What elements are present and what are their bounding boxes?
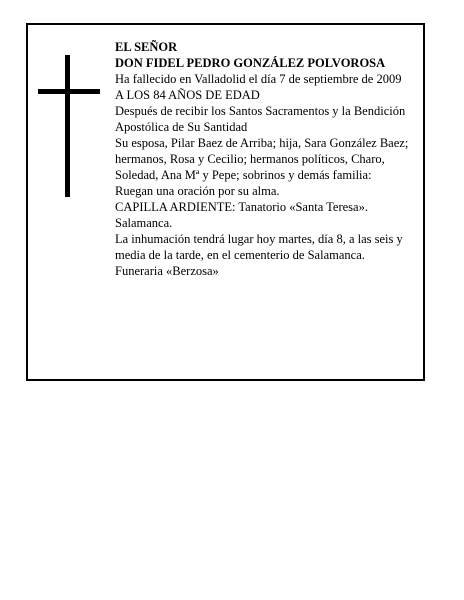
death-info: Ha fallecido en Valladolid el día 7 de septiembre de 2009 — [115, 72, 402, 86]
deceased-name: DON FIDEL PEDRO GONZÁLEZ POLVOROSA — [115, 56, 386, 70]
funeral-home-line: Funeraria «Berzosa» — [115, 264, 219, 278]
sacraments-line: Después de recibir los Santos Sacramentos y la Bendición Apostólica de Su Santidad — [115, 104, 406, 134]
cross-horizontal-bar — [38, 89, 100, 94]
family-line: Su esposa, Pilar Baez de Arriba; hija, Sara González Baez; hermanos, Rosa y Cecilio; hermanos políticos, Charo, Soledad, Ana Mª y Pepe; sobrinos y demás familia: — [115, 136, 409, 182]
burial-line: La inhumación tendrá lugar hoy martes, día 8, a las seis y media de la tarde, en el cementerio de Salamanca. — [115, 232, 403, 262]
obituary-notice — [26, 23, 425, 381]
age-line: A LOS 84 AÑOS DE EDAD — [115, 88, 260, 102]
header-title: EL SEÑOR — [115, 40, 178, 54]
chapel-line: CAPILLA ARDIENTE: Tanatorio «Santa Teresa». Salamanca. — [115, 200, 368, 230]
cross-icon — [38, 55, 100, 197]
obituary-text — [115, 39, 421, 279]
cross-vertical-bar — [65, 55, 70, 197]
prayer-line: Ruegan una oración por su alma. — [115, 184, 280, 198]
